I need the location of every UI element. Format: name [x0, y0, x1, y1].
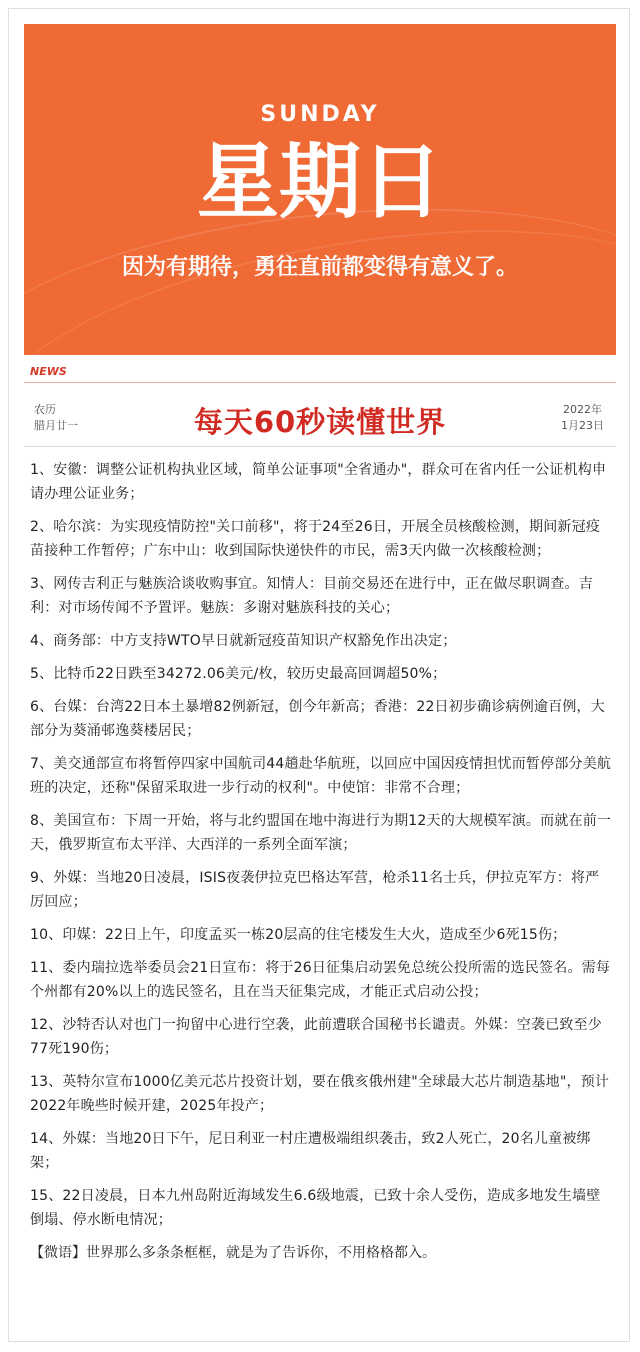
lunar-day: 腊月廿一	[34, 419, 78, 432]
news-item: 15、22日凌晨，日本九州岛附近海域发生6.6级地震，已致十余人受伤，造成多地发生墙壁倒塌、停水断电情况；	[30, 1188, 601, 1228]
masthead-title: 每天60秒读懂世界	[193, 405, 447, 439]
news-item: 3、网传吉利正与魅族洽谈收购事宜。知情人：目前交易还在进行中，正在做尽职调查。吉利：对市场传闻不予置评。魅族：多谢对魅族科技的关心；	[30, 576, 593, 616]
date-year: 2022年	[563, 403, 602, 416]
date-day: 1月23日	[561, 419, 604, 432]
news-item: 14、外媒：当地20日下午，尼日利亚一村庄遭极端组织袭击，致2人死亡，20名儿童被绑架；	[30, 1131, 591, 1171]
news-item: 13、英特尔宣布1000亿美元芯片投资计划，要在俄亥俄州建"全球最大芯片制造基地"，预计2022年晚些时候开建，2025年投产；	[30, 1074, 610, 1114]
news-item: 5、比特币22日跌至34272.06美元/枚，较历史最高回调超50%；	[30, 666, 447, 682]
masthead-row	[24, 392, 616, 444]
news-divider	[24, 382, 616, 383]
daily-motto: 【微语】世界那么多条条框框，就是为了告诉你，不用格格都入。	[30, 1245, 436, 1261]
banner-day-chinese: 星期日	[196, 134, 443, 230]
masthead-divider	[24, 446, 616, 447]
news-list	[30, 458, 612, 1279]
header-banner	[24, 24, 616, 355]
news-item: 6、台媒：台湾22日本土暴增82例新冠，创今年新高；香港：22日初步确诊病例逾百例，大部分为葵涌邨逸葵楼居民；	[30, 699, 605, 739]
news-item: 1、安徽：调整公证机构执业区域，简单公证事项"全省通办"，群众可在省内任一公证机构申请办理公证业务；	[30, 462, 607, 502]
banner-day-english: SUNDAY	[260, 102, 380, 127]
news-label: NEWS	[30, 365, 67, 378]
banner-slogan: 因为有期待，勇往直前都变得有意义了。	[121, 255, 518, 280]
lunar-label: 农历	[34, 403, 56, 416]
news-item: 8、美国宣布：下周一开始，将与北约盟国在地中海进行为期12天的大规模军演。而就在前一天，俄罗斯宣布太平洋、大西洋的一系列全面军演；	[30, 813, 612, 853]
news-item: 12、沙特否认对也门一拘留中心进行空袭，此前遭联合国秘书长谴责。外媒：空袭已致至少77死190伤；	[30, 1017, 603, 1057]
news-item: 10、印媒：22日上午，印度孟买一栋20层高的住宅楼发生大火，造成至少6死15伤；	[30, 927, 567, 943]
gregorian-date	[561, 402, 604, 434]
news-item: 2、哈尔滨：为实现疫情防控"关口前移"，将于24至26日，开展全员核酸检测，期间新冠疫苗接种工作暂停；广东中山：收到国际快递快件的市民，需3天内做一次核酸检测；	[30, 519, 601, 559]
news-item: 11、委内瑞拉选举委员会21日宣布：将于26日征集启动罢免总统公投所需的选民签名。需每个州都有20%以上的选民签名，且在当天征集完成，才能正式启动公投；	[30, 960, 611, 1000]
news-bar	[24, 363, 616, 383]
news-item: 7、美交通部宣布将暂停四家中国航司44趟赴华航班，以回应中国因疫情担忧而暂停部分美航班的决定，还称"保留采取进一步行动的权利"。中使馆：非常不合理；	[30, 756, 612, 796]
news-item: 4、商务部：中方支持WTO早日就新冠疫苗知识产权豁免作出决定；	[30, 633, 457, 649]
news-item: 9、外媒：当地20日凌晨，ISIS夜袭伊拉克巴格达军营，枪杀11名士兵，伊拉克军方：将严厉回应；	[30, 870, 600, 910]
